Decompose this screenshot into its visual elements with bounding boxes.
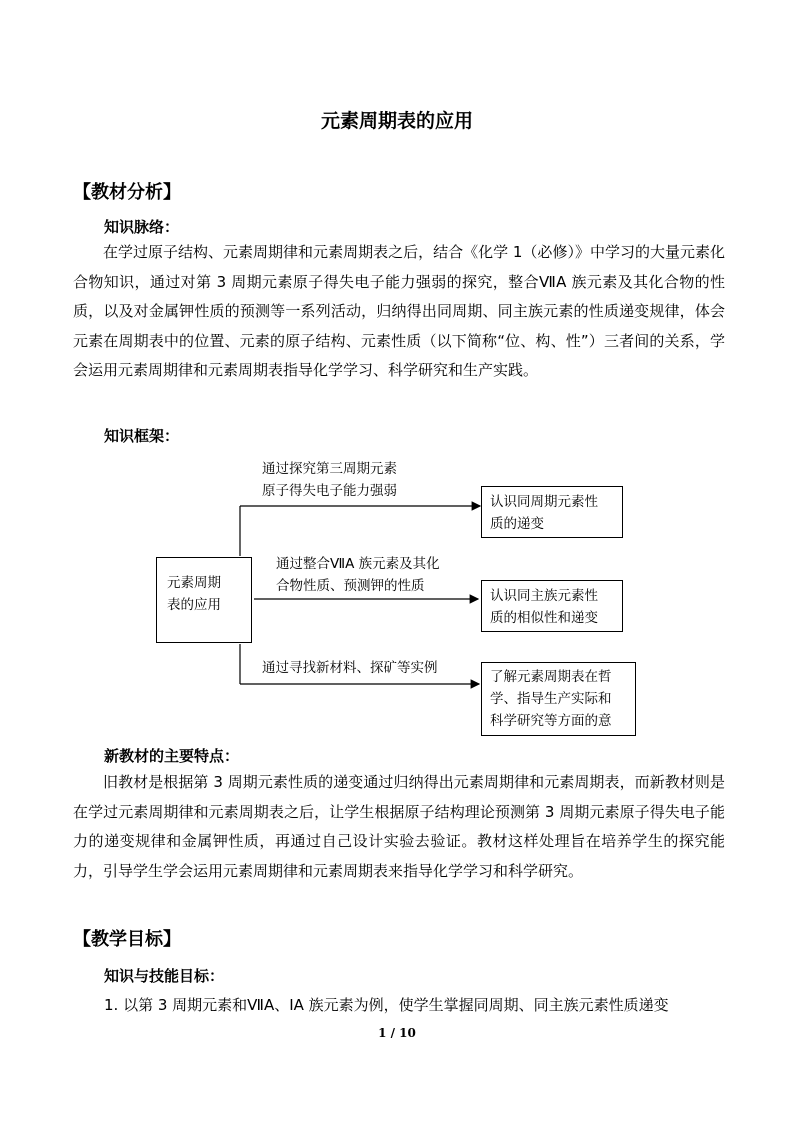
branch-label-line: 原子得失电子能力强弱 xyxy=(262,483,397,499)
skills-item-1: 1. 以第 3 周期元素和ⅦA、ⅠA 族元素为例，使学生掌握同周期、同主族元素性质递变 xyxy=(104,996,669,1014)
source-box-line: 表的应用 xyxy=(167,597,221,613)
target-box-line: 质的递变 xyxy=(490,516,544,532)
skills-heading: 知识与技能目标： xyxy=(104,967,225,985)
knowledge-thread-paragraph: 在学过原子结构、元素周期律和元素周期表之后，结合《化学 1（必修）》中学习的大量元素化合物知识，通过对第 3 周期元素原子得失电子能力强弱的探究，整合ⅦA 族元素及其化合物的性质，以及对金属钾性质的预测等一系列活动，归纳得出同周期、同主族元素的性质递变规律，体会元素在周期表中的位置、元素的原子结构、元素性质（以下简称“位、构、性”）三者间的关系，学会运用元素周期律和元素周期表指导化学学习、科学研究和生产实践。 xyxy=(73,243,725,379)
branch-label-line: 通过整合ⅦA 族元素及其化 xyxy=(276,556,440,572)
section-heading-analysis: 【教材分析】 xyxy=(73,182,181,203)
section-heading-goals: 【教学目标】 xyxy=(73,929,181,950)
target-box-line: 认识同周期元素性 xyxy=(490,494,598,510)
branch-label-line: 通过寻找新材料、探矿等实例 xyxy=(262,660,438,676)
target-box-line: 学、指导生产实际和 xyxy=(490,691,612,707)
target-box-line: 质的相似性和递变 xyxy=(490,610,598,626)
branch-label-group xyxy=(276,553,440,597)
source-box xyxy=(156,557,252,643)
framework-heading: 知识框架： xyxy=(104,427,180,445)
target-box-period xyxy=(481,486,623,538)
target-box-line: 科学研究等方面的意 xyxy=(490,713,612,729)
target-box-group xyxy=(481,580,623,632)
page-number: 1 / 10 xyxy=(378,1026,416,1040)
target-box-line: 了解元素周期表在哲 xyxy=(490,669,612,685)
features-heading: 新教材的主要特点： xyxy=(104,747,240,765)
branch-label-period xyxy=(262,458,397,502)
page-title: 元素周期表的应用 xyxy=(320,110,473,132)
knowledge-thread-heading: 知识脉络： xyxy=(104,218,180,236)
branch-label-application xyxy=(262,657,438,679)
branch-label-line: 通过探究第三周期元素 xyxy=(262,461,397,477)
features-paragraph: 旧教材是根据第 3 周期元素性质的递变通过归纳得出元素周期律和元素周期表，而新教材则是在学过元素周期律和元素周期表之后，让学生根据原子结构理论预测第 3 周期元素原子得失电子能力的递变规律和金属钾性质，再通过自己设计实验去验证。教材这样处理旨在培养学生的探究能力，引导学生学会运用元素周期律和元素周期表来指导化学学习和科学研究。 xyxy=(73,773,725,880)
branch-label-line: 合物性质、预测钾的性质 xyxy=(276,578,425,594)
source-box-line: 元素周期 xyxy=(167,575,221,591)
target-box-line: 认识同主族元素性 xyxy=(490,588,598,604)
target-box-application xyxy=(481,662,636,736)
